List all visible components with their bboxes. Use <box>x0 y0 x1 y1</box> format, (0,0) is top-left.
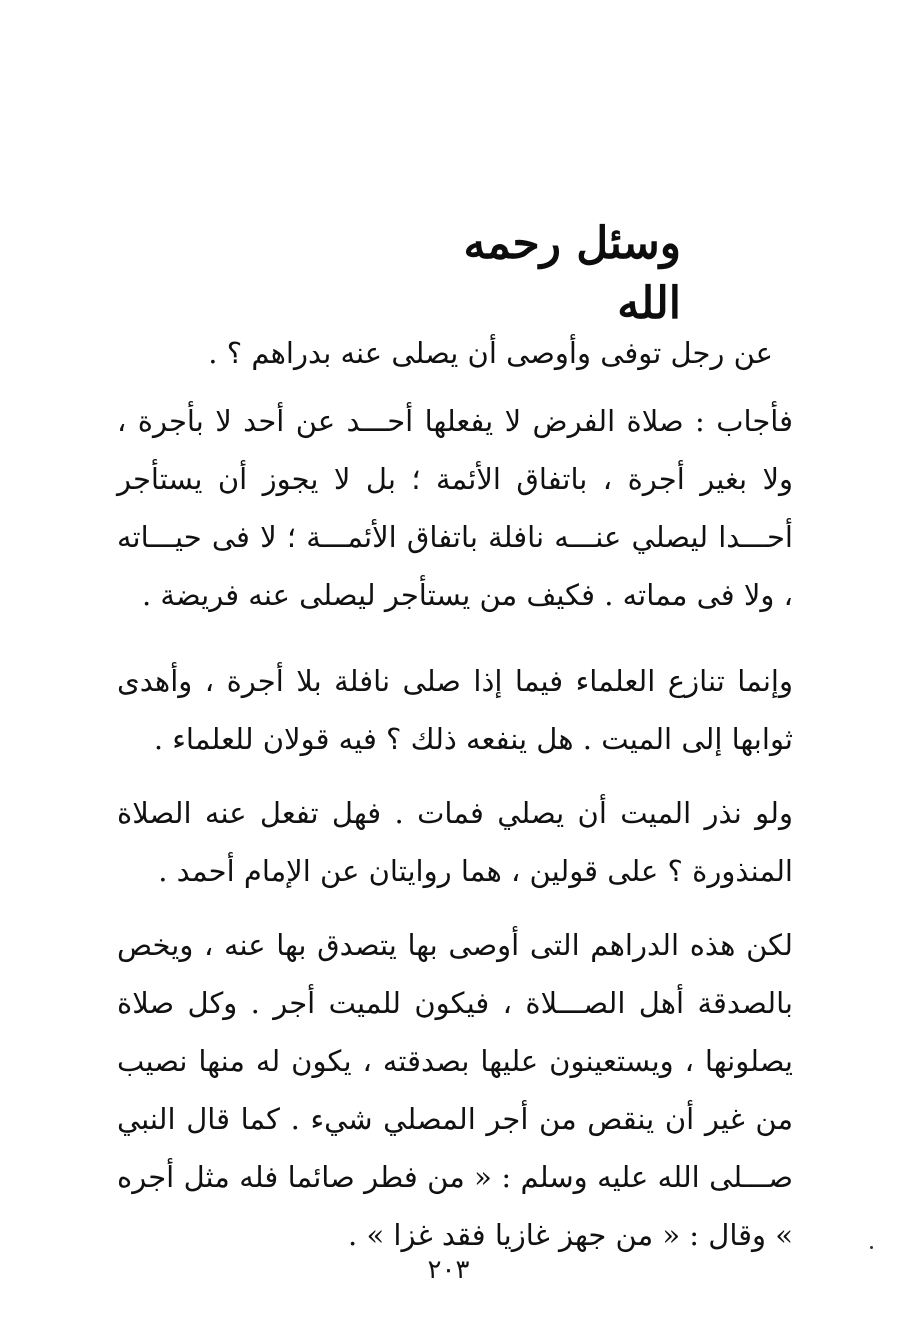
answer-paragraph: فأجاب : صلاة الفرض لا يفعلها أحـــد عن أحد لا بأجرة ، ولا بغير أجرة ، باتفاق الأئمة ؛ بل لا يجوز أن يستأجر أحـــدا ليصلي عنـــه نافلة باتفاق الأئمـــة ؛ لا فى حيـــاته ، ولا فى مماته . فكيف من يستأجر ليصلى عنه فريضة . <box>117 404 793 612</box>
question-paragraph: عن رجل توفى وأوصى أن يصلى عنه بدراهم ؟ . <box>208 336 773 370</box>
page-number: ٢٠٣ <box>427 1255 470 1285</box>
vow-paragraph: ولو نذر الميت أن يصلي فمات . فهل تفعل عنه الصلاة المنذورة ؟ على قولين ، هما روايتان عن الإمام أحمد . <box>117 796 793 888</box>
scan-speck <box>870 1246 873 1249</box>
section-heading: وسئل رحمه الله <box>463 218 681 329</box>
scholars-dispute-paragraph: وإنما تنازع العلماء فيما إذا صلى نافلة بلا أجرة ، وأهدى ثوابها إلى الميت . هل ينفعه ذلك ؟ فيه قولان للعلماء . <box>117 664 793 756</box>
charity-paragraph: لكن هذه الدراهم التى أوصى بها يتصدق بها عنه ، ويخص بالصدقة أهل الصـــلاة ، فيكون للميت أجر . وكل صلاة يصلونها ، ويستعينون عليها بصدقته ، يكون له منها نصيب من غير أن ينقص من أجر المصلي شيء . كما قال النبي صـــلى الله عليه وسلم : « من فطر صائما فله مثل أجره » وقال : « من جهز غازيا فقد غزا » . <box>117 928 793 1252</box>
